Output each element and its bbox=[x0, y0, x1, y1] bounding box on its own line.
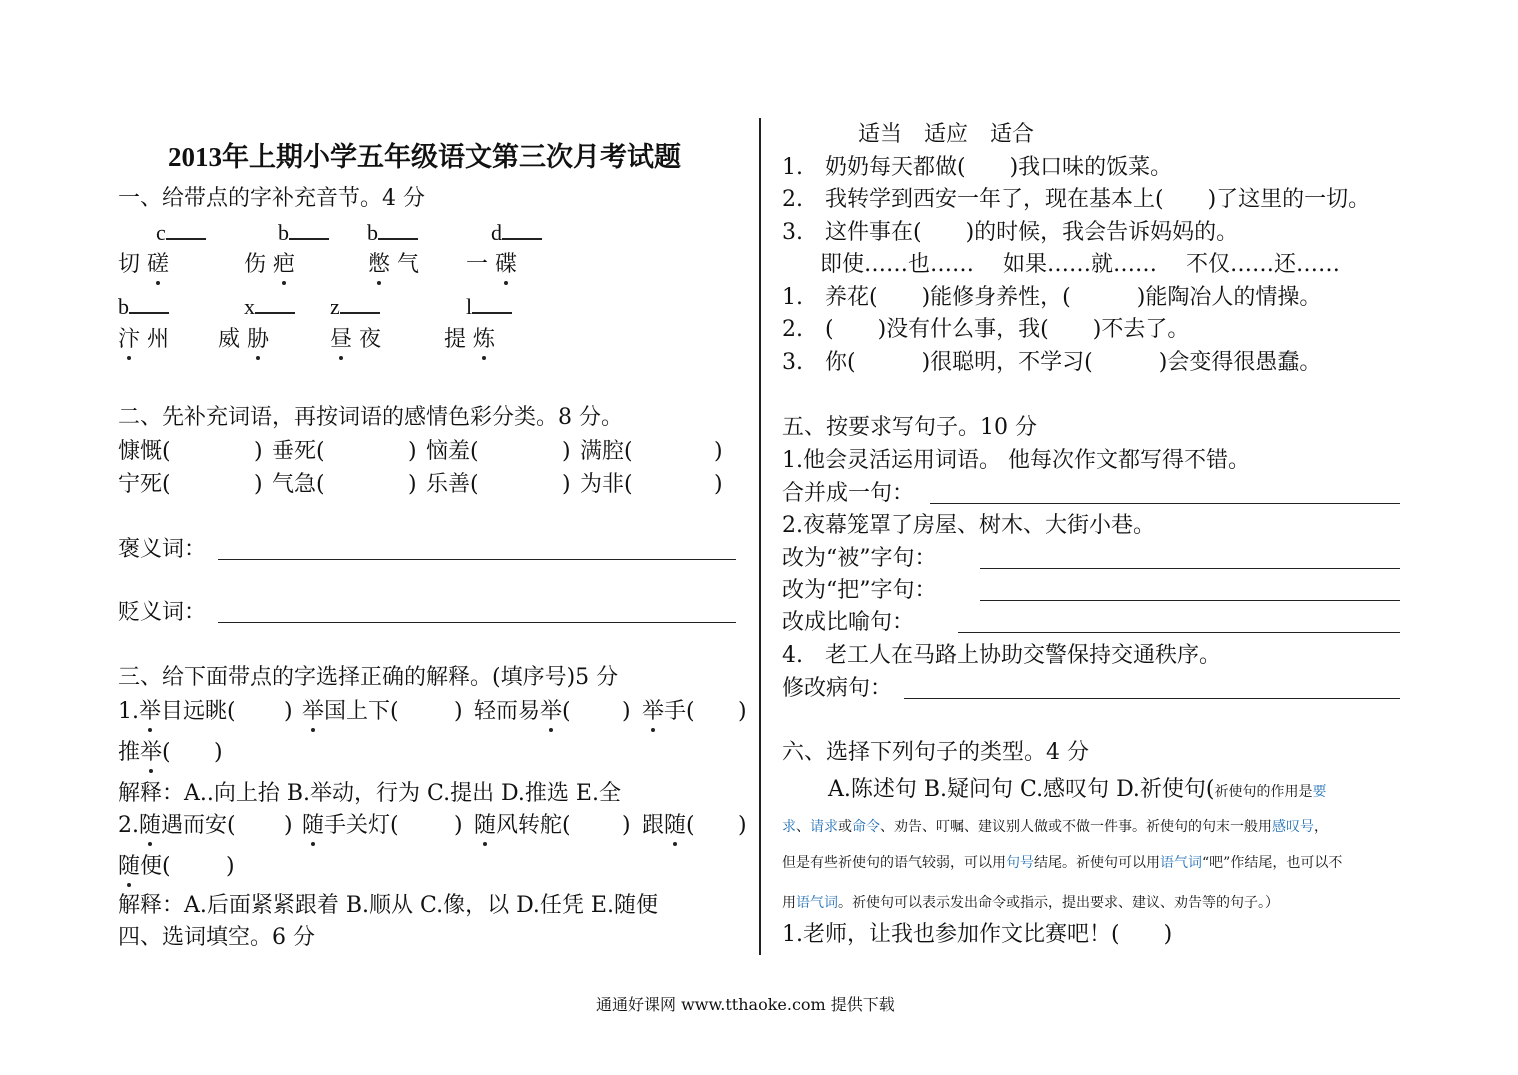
idiom-6-close[interactable]: ) bbox=[408, 472, 417, 497]
combine-answer-line[interactable] bbox=[930, 503, 1400, 504]
bei-label: 改为“被”字句： bbox=[782, 546, 937, 571]
word-4: 一 碟 bbox=[466, 252, 518, 277]
section4-heading: 四、选词填空。6 分 bbox=[118, 925, 315, 950]
ba-answer-line[interactable] bbox=[980, 600, 1400, 601]
fill-item-6[interactable]: 3. 你( )很聪明，不学习( )会变得很愚蠢。 bbox=[782, 350, 1322, 375]
q2-item-5: 随便( bbox=[118, 854, 171, 879]
q2-item-4-close[interactable]: ) bbox=[738, 813, 747, 838]
pinyin-blank-2[interactable]: b bbox=[278, 220, 329, 246]
q1-item-3: 轻而易举( bbox=[474, 699, 571, 724]
correction-label: 修改病句： bbox=[782, 676, 893, 701]
ba-label: 改为“把”字句： bbox=[782, 578, 937, 603]
idiom-4-close[interactable]: ) bbox=[714, 439, 723, 464]
q1-item-3-close[interactable]: ) bbox=[622, 699, 631, 724]
word-choices-2: 即使……也…… 如果……就…… 不仅……还…… bbox=[820, 252, 1340, 277]
idiom-7-open: 乐善( bbox=[426, 472, 479, 497]
q1-item-2: 举国上下( bbox=[302, 699, 399, 724]
word-8: 提 炼 bbox=[444, 327, 496, 352]
idiom-3-close[interactable]: ) bbox=[562, 439, 571, 464]
q1-item-4: 举手( bbox=[642, 699, 695, 724]
fill-item-1[interactable]: 1. 奶奶每天都做( )我口味的饭菜。 bbox=[782, 155, 1173, 180]
idiom-3-open: 恼羞( bbox=[426, 439, 479, 464]
q1-item-1-close[interactable]: ) bbox=[284, 699, 293, 724]
positive-label: 褒义词： bbox=[118, 537, 207, 562]
pinyin-blank-3[interactable]: b bbox=[367, 220, 418, 246]
negative-answer-line[interactable] bbox=[218, 622, 736, 623]
pinyin-blank-8[interactable]: l bbox=[466, 294, 512, 320]
section6-heading: 六、选择下列句子的类型。4 分 bbox=[782, 740, 1089, 765]
word-1: 切 磋 bbox=[118, 252, 170, 277]
q1-item-1: 1.举目远眺( bbox=[118, 699, 236, 724]
positive-answer-line[interactable] bbox=[218, 559, 736, 560]
type-question-1[interactable]: 1.老师，让我也参加作文比赛吧！( ) bbox=[782, 922, 1173, 947]
idiom-2-open: 垂死( bbox=[272, 439, 325, 464]
q2-item-3-close[interactable]: ) bbox=[622, 813, 631, 838]
q2-item-2-close[interactable]: ) bbox=[454, 813, 463, 838]
pinyin-blank-7[interactable]: z bbox=[330, 294, 380, 320]
page-title: 2013年上期小学五年级语文第三次月考试题 bbox=[168, 142, 681, 172]
idiom-1-open: 慷慨( bbox=[118, 439, 171, 464]
fill-item-4[interactable]: 1. 养花( )能修身养性，( )能陶冶人的情操。 bbox=[782, 285, 1322, 310]
bei-answer-line[interactable] bbox=[980, 568, 1400, 569]
combine-label: 合并成一句： bbox=[782, 481, 915, 506]
q1-item-4-close[interactable]: ) bbox=[738, 699, 747, 724]
pinyin-blank-1[interactable]: c bbox=[156, 220, 206, 246]
fill-item-5[interactable]: 2. ( )没有什么事，我( )不去了。 bbox=[782, 317, 1190, 342]
negative-label: 贬义词： bbox=[118, 600, 207, 625]
idiom-8-close[interactable]: ) bbox=[714, 472, 723, 497]
word-2: 伤 疤 bbox=[244, 252, 296, 277]
q1-item-2-close[interactable]: ) bbox=[454, 699, 463, 724]
imperative-note-line2: 求、请求或命令、劝告、叮嘱、建议别人做或不做一件事。祈使句的句末一般用感叹号， bbox=[782, 819, 1328, 835]
fill-item-2[interactable]: 2. 我转学到西安一年了，现在基本上( )了这里的一切。 bbox=[782, 187, 1371, 212]
sentence-q4: 4. 老工人在马路上协助交警保持交通秩序。 bbox=[782, 643, 1221, 668]
word-6: 威 胁 bbox=[218, 327, 270, 352]
sentence-q1: 1.他会灵活运用词语。 他每次作文都写得不错。 bbox=[782, 448, 1250, 473]
q1-item-5: 推举( bbox=[118, 740, 171, 765]
word-choices-1: 适当 适应 适合 bbox=[858, 122, 1035, 147]
q2-item-4: 跟随( bbox=[642, 813, 695, 838]
column-divider bbox=[759, 118, 761, 955]
idiom-5-close[interactable]: ) bbox=[254, 472, 263, 497]
q2-explanation: 解释：A.后面紧紧跟着 B.顺从 C.像，以 D.任凭 E.随便 bbox=[118, 893, 658, 918]
q2-item-3: 随风转舵( bbox=[474, 813, 571, 838]
idiom-1-close[interactable]: ) bbox=[254, 439, 263, 464]
metaphor-label: 改成比喻句： bbox=[782, 610, 915, 635]
q1-explanation: 解释：A..向上抬 B.举动，行为 C.提出 D.推选 E.全 bbox=[118, 781, 621, 806]
section2-heading: 二、先补充词语，再按词语的感情色彩分类。8 分。 bbox=[118, 405, 623, 430]
word-7: 昼 夜 bbox=[330, 327, 382, 352]
section1-heading: 一、给带点的字补充音节。4 分 bbox=[118, 186, 425, 211]
pinyin-blank-6[interactable]: x bbox=[244, 294, 295, 320]
q2-item-1-close[interactable]: ) bbox=[284, 813, 293, 838]
idiom-5-open: 宁死( bbox=[118, 472, 171, 497]
footer-credit: 通通好课网 www.tthaoke.com 提供下载 bbox=[596, 995, 895, 1014]
idiom-4-open: 满腔( bbox=[580, 439, 633, 464]
section3-heading: 三、给下面带点的字选择正确的解释。(填序号)5 分 bbox=[118, 665, 619, 690]
idiom-7-close[interactable]: ) bbox=[562, 472, 571, 497]
idiom-2-close[interactable]: ) bbox=[408, 439, 417, 464]
q2-item-1: 2.随遇而安( bbox=[118, 813, 236, 838]
word-3: 憋 气 bbox=[368, 252, 420, 277]
section5-heading: 五、按要求写句子。10 分 bbox=[782, 415, 1037, 440]
q2-item-5-close[interactable]: ) bbox=[226, 854, 235, 879]
pinyin-blank-4[interactable]: d bbox=[491, 220, 542, 246]
idiom-6-open: 气急( bbox=[272, 472, 325, 497]
sentence-q2: 2.夜幕笼罩了房屋、树木、大街小巷。 bbox=[782, 513, 1155, 538]
imperative-note-line4: 用语气词。祈使句可以表示发出命令或指示，提出要求、建议、劝告等的句子。） bbox=[782, 895, 1279, 911]
q1-item-5-close[interactable]: ) bbox=[214, 740, 223, 765]
fill-item-3[interactable]: 3. 这件事在( )的时候，我会告诉妈妈的。 bbox=[782, 220, 1239, 245]
idiom-8-open: 为非( bbox=[580, 472, 633, 497]
imperative-note-line3: 但是有些祈使句的语气较弱，可以用句号结尾。祈使句可以用语气词“吧”作结尾，也可以不 bbox=[782, 855, 1343, 871]
metaphor-answer-line[interactable] bbox=[958, 632, 1400, 633]
q2-item-2: 随手关灯( bbox=[302, 813, 399, 838]
correction-answer-line[interactable] bbox=[904, 698, 1400, 699]
pinyin-blank-5[interactable]: b bbox=[118, 294, 169, 320]
word-5: 汴 州 bbox=[118, 327, 170, 352]
sentence-types: A.陈述句 B.疑问句 C.感叹句 D.祈使句(祈使句的作用是要 bbox=[828, 777, 1327, 802]
